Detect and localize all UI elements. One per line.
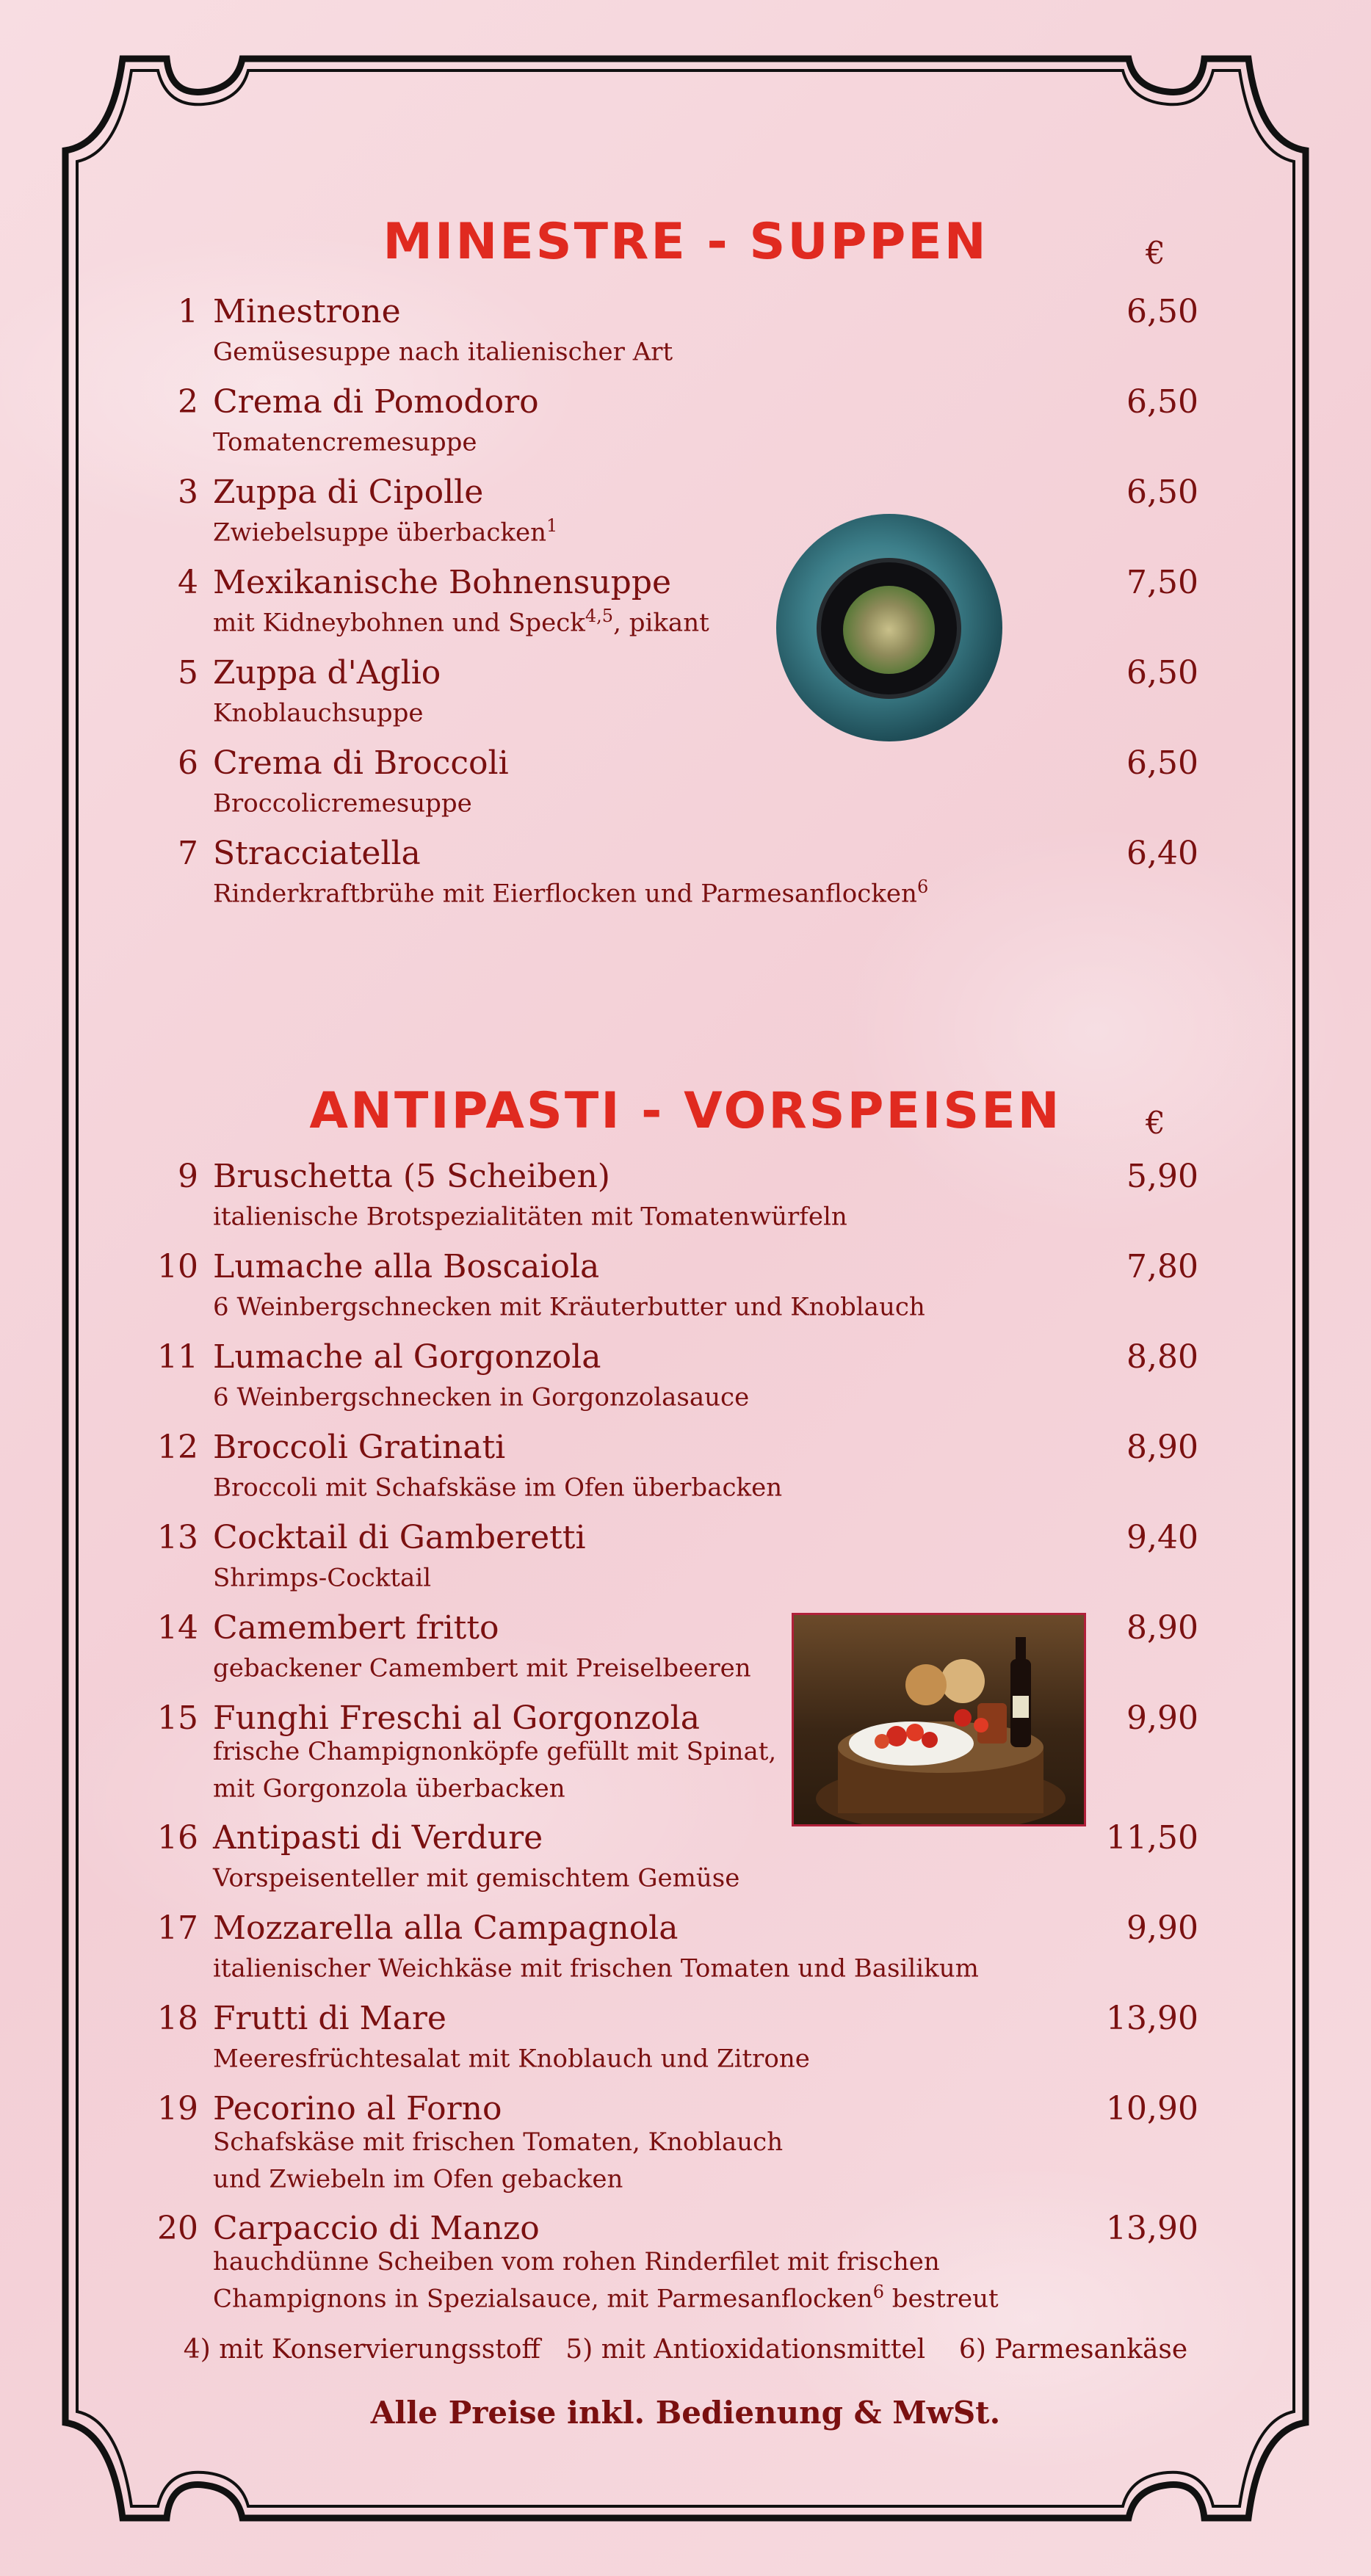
item-price: 6,50 — [1126, 654, 1198, 692]
item-price: 6,50 — [1126, 383, 1198, 421]
item-number: 5 — [178, 654, 198, 692]
currency-label: € — [1146, 235, 1165, 271]
item-name: Antipasti di Verdure — [213, 1819, 543, 1857]
additives-note: 4) mit Konservierungsstoff 5) mit Antioxidationsmittel 6) Parmesankäse — [183, 2334, 1188, 2365]
item-name: Mexikanische Bohnensuppe — [213, 564, 672, 601]
item-description: gebackener Camembert mit Preiselbeeren — [213, 1653, 751, 1683]
currency-label: € — [1146, 1105, 1165, 1141]
item-name: Pecorino al Forno — [213, 2090, 502, 2127]
item-price: 5,90 — [1126, 1158, 1198, 1195]
item-description: Knoblauchsuppe — [213, 698, 424, 728]
item-name: Crema di Pomodoro — [213, 383, 539, 421]
item-price: 11,50 — [1106, 1819, 1198, 1857]
item-number: 13 — [157, 1519, 198, 1556]
item-number: 9 — [178, 1158, 198, 1195]
item-description: 6 Weinbergschnecken in Gorgonzolasauce — [213, 1382, 750, 1412]
item-description: italienische Brotspezialitäten mit Tomatenwürfeln — [213, 1202, 847, 1232]
item-number: 12 — [157, 1429, 198, 1466]
item-price: 8,80 — [1126, 1338, 1198, 1376]
item-number: 16 — [157, 1819, 198, 1857]
item-name: Mozzarella alla Campagnola — [213, 1909, 679, 1947]
item-name: Frutti di Mare — [213, 2000, 446, 2037]
item-price: 6,50 — [1126, 474, 1198, 511]
item-price: 13,90 — [1106, 2210, 1198, 2247]
item-price: 9,90 — [1126, 1699, 1198, 1737]
item-number: 18 — [157, 2000, 198, 2037]
item-name: Minestrone — [213, 293, 401, 330]
item-description: frische Champignonköpfe gefüllt mit Spinat, mit Gorgonzola überbacken — [213, 1737, 777, 1804]
section-title-antipasti: ANTIPASTI - VORSPEISEN — [309, 1082, 1062, 1140]
item-name: Cocktail di Gamberetti — [213, 1519, 586, 1556]
item-number: 14 — [157, 1609, 198, 1647]
item-name: Crema di Broccoli — [213, 744, 509, 782]
antipasti-photo — [792, 1613, 1086, 1826]
item-description: Tomatencremesuppe — [213, 427, 477, 457]
item-price: 9,90 — [1126, 1909, 1198, 1947]
item-number: 17 — [157, 1909, 198, 1947]
soup-bowl-image — [776, 514, 1002, 741]
item-price: 13,90 — [1106, 2000, 1198, 2037]
item-number: 3 — [178, 474, 198, 511]
section-title-soups: MINESTRE - SUPPEN — [383, 213, 988, 271]
item-price: 6,50 — [1126, 293, 1198, 330]
item-name: Stracciatella — [213, 835, 421, 872]
item-name: Lumache al Gorgonzola — [213, 1338, 601, 1376]
item-description: Shrimps-Cocktail — [213, 1563, 432, 1593]
price-footer: Alle Preise inkl. Bedienung & MwSt. — [370, 2395, 1001, 2431]
item-description: italienischer Weichkäse mit frischen Tomaten und Basilikum — [213, 1953, 979, 1984]
item-price: 6,50 — [1126, 744, 1198, 782]
item-name: Broccoli Gratinati — [213, 1429, 506, 1466]
item-number: 2 — [178, 383, 198, 421]
item-description: Vorspeisenteller mit gemischtem Gemüse — [213, 1863, 740, 1893]
item-name: Camembert fritto — [213, 1609, 499, 1647]
item-number: 10 — [157, 1248, 198, 1285]
item-description: Rinderkraftbrühe mit Eierflocken und Parmesanflocken$^6$ — [213, 877, 929, 909]
item-price: 8,90 — [1126, 1429, 1198, 1466]
item-number: 1 — [178, 293, 198, 330]
item-description: Broccoli mit Schafskäse im Ofen überbacken — [213, 1473, 783, 1503]
item-number: 11 — [157, 1338, 198, 1376]
item-description: Gemüsesuppe nach italienischer Art — [213, 337, 673, 367]
item-name: Zuppa d'Aglio — [213, 654, 441, 692]
item-number: 20 — [157, 2210, 198, 2247]
item-number: 19 — [157, 2090, 198, 2127]
item-name: Funghi Freschi al Gorgonzola — [213, 1699, 700, 1737]
item-description: Broccolicremesuppe — [213, 788, 472, 819]
item-description: Meeresfrüchtesalat mit Knoblauch und Zitrone — [213, 2044, 810, 2074]
item-price: 7,80 — [1126, 1248, 1198, 1285]
item-number: 6 — [178, 744, 198, 782]
item-description: Zwiebelsuppe überbacken$^1$ — [213, 515, 558, 548]
item-name: Carpaccio di Manzo — [213, 2210, 540, 2247]
item-number: 7 — [178, 835, 198, 872]
item-description: 6 Weinbergschnecken mit Kräuterbutter und Knoblauch — [213, 1292, 925, 1322]
item-description: Schafskäse mit frischen Tomaten, Knoblauch und Zwiebeln im Ofen gebacken — [213, 2127, 784, 2194]
item-name: Lumache alla Boscaiola — [213, 1248, 600, 1285]
item-price: 8,90 — [1126, 1609, 1198, 1647]
item-price: 10,90 — [1106, 2090, 1198, 2127]
item-price: 7,50 — [1126, 564, 1198, 601]
item-number: 4 — [178, 564, 198, 601]
item-description: hauchdünne Scheiben vom rohen Rinderfilet mit frischen Champignons in Spezialsauce, mit Parmesanflocken$^6$ bestreut — [213, 2247, 999, 2314]
item-price: 9,40 — [1126, 1519, 1198, 1556]
item-number: 15 — [157, 1699, 198, 1737]
item-price: 6,40 — [1126, 835, 1198, 872]
item-description: mit Kidneybohnen und Speck$^{4,5}$, pikant — [213, 606, 709, 638]
item-name: Zuppa di Cipolle — [213, 474, 484, 511]
item-name: Bruschetta (5 Scheiben) — [213, 1158, 610, 1195]
